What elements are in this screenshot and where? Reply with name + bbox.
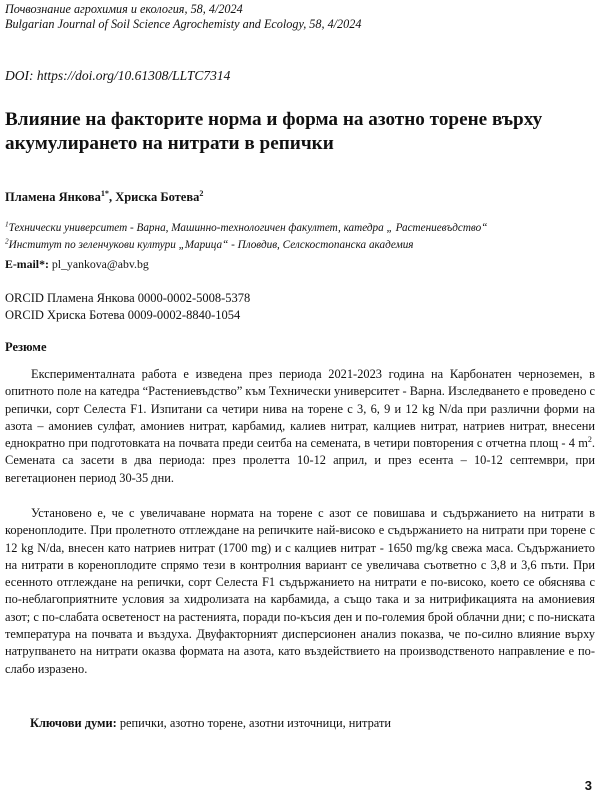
keywords-text: репички, азотно торене, азотни източници, нитрати [116, 716, 392, 730]
author-list [5, 190, 203, 205]
journal-title-en: Bulgarian Journal of Soil Science Agrochemisty and Ecology, 58, 4/2024 [5, 17, 362, 31]
affiliation-text: Технически университет - Варна, Машинно-технологичен факултет, катедра „ Растениевъдство“ [8, 222, 488, 234]
keywords-label: Ключови думи: [30, 716, 117, 730]
abstract-superscript: 2 [587, 435, 592, 445]
doi-link[interactable]: DOI: https://doi.org/10.61308/LLTC7314 [5, 68, 231, 83]
author-separator: , [108, 190, 116, 204]
affiliation-1 [5, 221, 487, 235]
author-superscript: 2 [199, 188, 204, 198]
email-address[interactable]: pl_yankova@abv.bg [51, 257, 149, 271]
email-label-suffix: *: [39, 257, 52, 271]
author-name: Хриска Ботева [115, 190, 200, 204]
keywords-line [30, 716, 391, 731]
abstract-text: Експерименталната работа е изведена през периода 2021-2023 година на Карбонатен черноземен, в опитното поле на катедра “Растениевъдство” към Технически университет - Варна. Изследването е проведено с репички, сорт Селеста F1. Изпитани са четири нива на торене с 3, 6, 9 и 12 kg N/da при различни форми на азота – амониев сулфат, амониев нитрат, карбамид, калиев нитрат, калциев нитрат, натриев нитрат, внесени еднократно при подготовката на почвата преди сеитба на семената, в четири повторения с отчетна площ - 4 m [5, 367, 595, 451]
journal-title-bg: Почвознание агрохимия и екология, 58, 4/2024 [5, 2, 243, 16]
page-number: 3 [584, 778, 592, 793]
abstract-paragraph-1 [5, 366, 595, 487]
orcid-line: ORCID Хриска Ботева 0009-0002-8840-1054 [5, 308, 241, 322]
email-line [5, 257, 149, 272]
affiliation-2 [5, 238, 414, 252]
abstract-text: . Семената са засети в два периода: през пролетта 10-12 април, и през есента – 10-12 септември, при вегетационен период 30-35 дни. [5, 436, 595, 485]
affiliation-text: Институт по зеленчукови култури „Марица“ - Пловдив, Селскостопанска академия [8, 239, 414, 251]
email-label: E-mail [5, 257, 40, 271]
article-title: Влияние на факторите норма и форма на азотно торене върху акумулирането на нитрати в репички [5, 109, 543, 154]
author-name: Пламена Янкова [5, 190, 101, 204]
affiliation-superscript: 1 [5, 220, 9, 229]
abstract-paragraph-2: Установено е, че с увеличаване нормата на торене с азот се повишава и съдържанието на нитрати в кореноплодите. При пролетното отглеждане на репичките най-високо е съдържанието на нитрати при торене с 12 kg N/da, внесен като натриев нитрат (1700 mg) и с калциев нитрат - 1650 mg/kg свежа маса. Съдържанието на нитрати в кореноплодите спрямо тези в контролния вариант се увеличава съответно с 3,8 и 3,6 пъти. При есенното отглеждане на репички, сорт Селеста F1 съдържанието на нитрати е по-високо, което се обяснява с по-неблагоприятните условия за хидролизата на карбамида, а също така и за нитрификацията на амониевия азот; с по-слабата осветеност на растенията, поради по-късия ден и по-големия брой облачни дни; с по-ниската температура на почвата и въздуха. Двуфакторният дисперсионен анализ показва, че по-силно влияние върху натрупването на нитрати оказва формата на азота, като въздействието на производственото направление е по-слабо изразено. [5, 506, 595, 676]
author-superscript: 1* [100, 188, 109, 198]
abstract-heading: Резюме [5, 340, 47, 354]
orcid-line: ORCID Пламена Янкова 0000-0002-5008-5378 [5, 291, 251, 305]
affiliation-superscript: 2 [5, 237, 9, 246]
